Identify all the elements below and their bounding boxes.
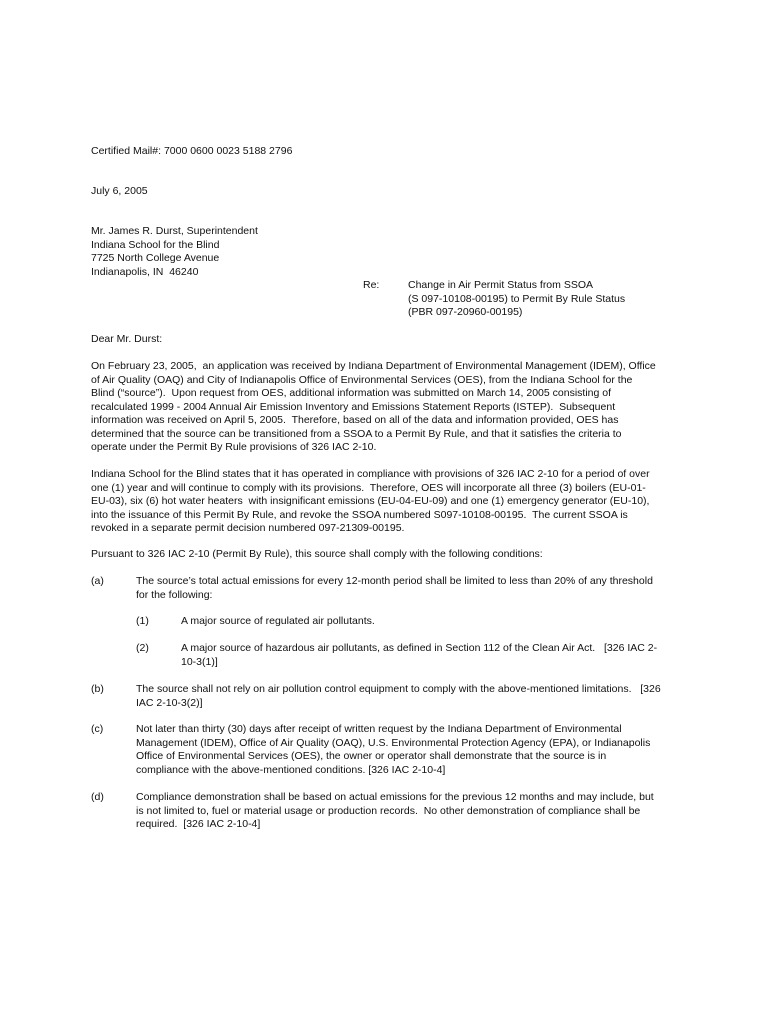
condition-line: Not later than thirty (30) days after receipt of written request by the Indiana Department of Environmental	[136, 723, 622, 735]
condition-line: required. [326 IAC 2-10-4]	[136, 818, 261, 830]
subitem-label: (2)	[136, 642, 149, 654]
recipient-line: Mr. James R. Durst, Superintendent	[91, 225, 258, 237]
subitem-line: A major source of hazardous air pollutants, as defined in Section 112 of the Clean Air Act. [326 IAC 2-	[181, 642, 658, 654]
condition-line: IAC 2-10-3(2)]	[136, 696, 203, 709]
paragraph-line: recalculated 1999 - 2004 Annual Air Emission Inventory and Emissions Statement Reports (ISTEP). Subsequent	[91, 400, 616, 413]
re-subject	[408, 279, 625, 320]
condition-line: The source’s total actual emissions for every 12-month period shall be limited to less than 20% of any threshold	[136, 575, 653, 587]
date-text: July 6, 2005	[91, 185, 148, 197]
re-label-text: Re:	[363, 279, 380, 291]
re-subject-line: (PBR 097-20960-00195)	[408, 306, 523, 318]
paragraph-line: On February 23, 2005, an application was received by Indiana Department of Environmental Management (IDEM), Office	[91, 360, 656, 372]
paragraph-line: one (1) year and will continue to comply with its provisions. Therefore, OES will incorporate all three (3) boilers (EU-01-	[91, 481, 646, 494]
certified-mail-line	[91, 145, 292, 159]
condition-d-label	[91, 791, 104, 805]
letter-date	[91, 185, 148, 199]
paragraph-line: Indiana School for the Blind states that it has operated in compliance with provisions of 326 IAC 2-10 for a period of over	[91, 468, 650, 480]
subitem-line: A major source of regulated air pollutants.	[181, 615, 375, 627]
paragraph-line: into the issuance of this Permit By Rule, and revoke the SSOA numbered S097-10108-00195. The current SSOA is	[91, 508, 628, 521]
condition-line: Office of Environmental Services (OES), the owner or operator shall demonstrate that the source is in	[136, 750, 607, 762]
paragraph-line: EU-03), six (6) hot water heaters with insignificant emissions (EU-04-EU-09) and one (1) emergency generator (EU-10),	[91, 495, 650, 507]
subitem-2-label	[136, 642, 149, 656]
condition-line: Compliance demonstration shall be based on actual emissions for the previous 12 months and may include, but	[136, 791, 654, 803]
condition-a-label	[91, 575, 104, 589]
paragraph-line: information was received on April 5, 2005. Therefore, based on all of the data and information provided, OES has	[91, 414, 619, 426]
re-label	[363, 279, 379, 293]
condition-label: (a)	[91, 575, 104, 587]
condition-line: is not limited to, fuel or material usage or production records. No other demonstration of compliance shall be	[136, 804, 641, 817]
conditions-intro	[91, 548, 543, 562]
salutation	[91, 333, 162, 347]
re-subject-line: Change in Air Permit Status from SSOA	[408, 279, 593, 291]
paragraph-line: of Air Quality (OAQ) and City of Indianapolis Office of Environmental Services (OES), from the Indiana School for the	[91, 373, 633, 386]
recipient-line: Indianapolis, IN 46240	[91, 265, 199, 278]
condition-line: for the following:	[136, 588, 213, 601]
paragraph-line: operate under the Permit By Rule provisions of 326 IAC 2-10.	[91, 441, 377, 453]
subitem-2-text	[181, 642, 657, 669]
subitem-1-label	[136, 615, 149, 629]
conditions-intro-text: Pursuant to 326 IAC 2-10 (Permit By Rule), this source shall comply with the following conditions:	[91, 548, 543, 560]
subitem-line: 10-3(1)]	[181, 655, 218, 668]
condition-label: (d)	[91, 791, 104, 803]
recipient-address	[91, 225, 258, 279]
recipient-line: Indiana School for the Blind	[91, 238, 220, 251]
condition-b-label	[91, 683, 104, 697]
body-paragraph-2	[91, 468, 650, 536]
condition-line: Management (IDEM), Office of Air Quality (OAQ), U.S. Environmental Protection Agency (EPA), or Indianapolis	[136, 736, 651, 749]
condition-d-text	[136, 791, 654, 832]
recipient-line: 7725 North College Avenue	[91, 252, 220, 264]
condition-b-text	[136, 683, 661, 710]
condition-a-text	[136, 575, 653, 602]
paragraph-line: determined that the source can be transitioned from a SSOA to a Permit By Rule, and that it satisfies the criteria to	[91, 427, 622, 440]
condition-line: compliance with the above-mentioned conditions. [326 IAC 2-10-4]	[136, 763, 446, 776]
paragraph-line: Blind (“source”). Upon request from OES, additional information was submitted on March 14, 2005 consisting of	[91, 387, 612, 399]
condition-c-label	[91, 723, 103, 737]
condition-label: (b)	[91, 683, 104, 695]
re-subject-line: (S 097-10108-00195) to Permit By Rule Status	[408, 292, 626, 305]
condition-c-text	[136, 723, 650, 777]
condition-line: The source shall not rely on air pollution control equipment to comply with the above-mentioned limitations. [326	[136, 683, 661, 695]
paragraph-line: revoked in a separate permit decision numbered 097-21309-00195.	[91, 522, 405, 534]
salutation-text: Dear Mr. Durst:	[91, 333, 163, 345]
body-paragraph-1	[91, 360, 656, 455]
subitem-1-text	[181, 615, 375, 629]
condition-label: (c)	[91, 723, 104, 735]
subitem-label: (1)	[136, 615, 149, 627]
certified-mail-text: Certified Mail#: 7000 0600 0023 5188 2796	[91, 145, 293, 157]
